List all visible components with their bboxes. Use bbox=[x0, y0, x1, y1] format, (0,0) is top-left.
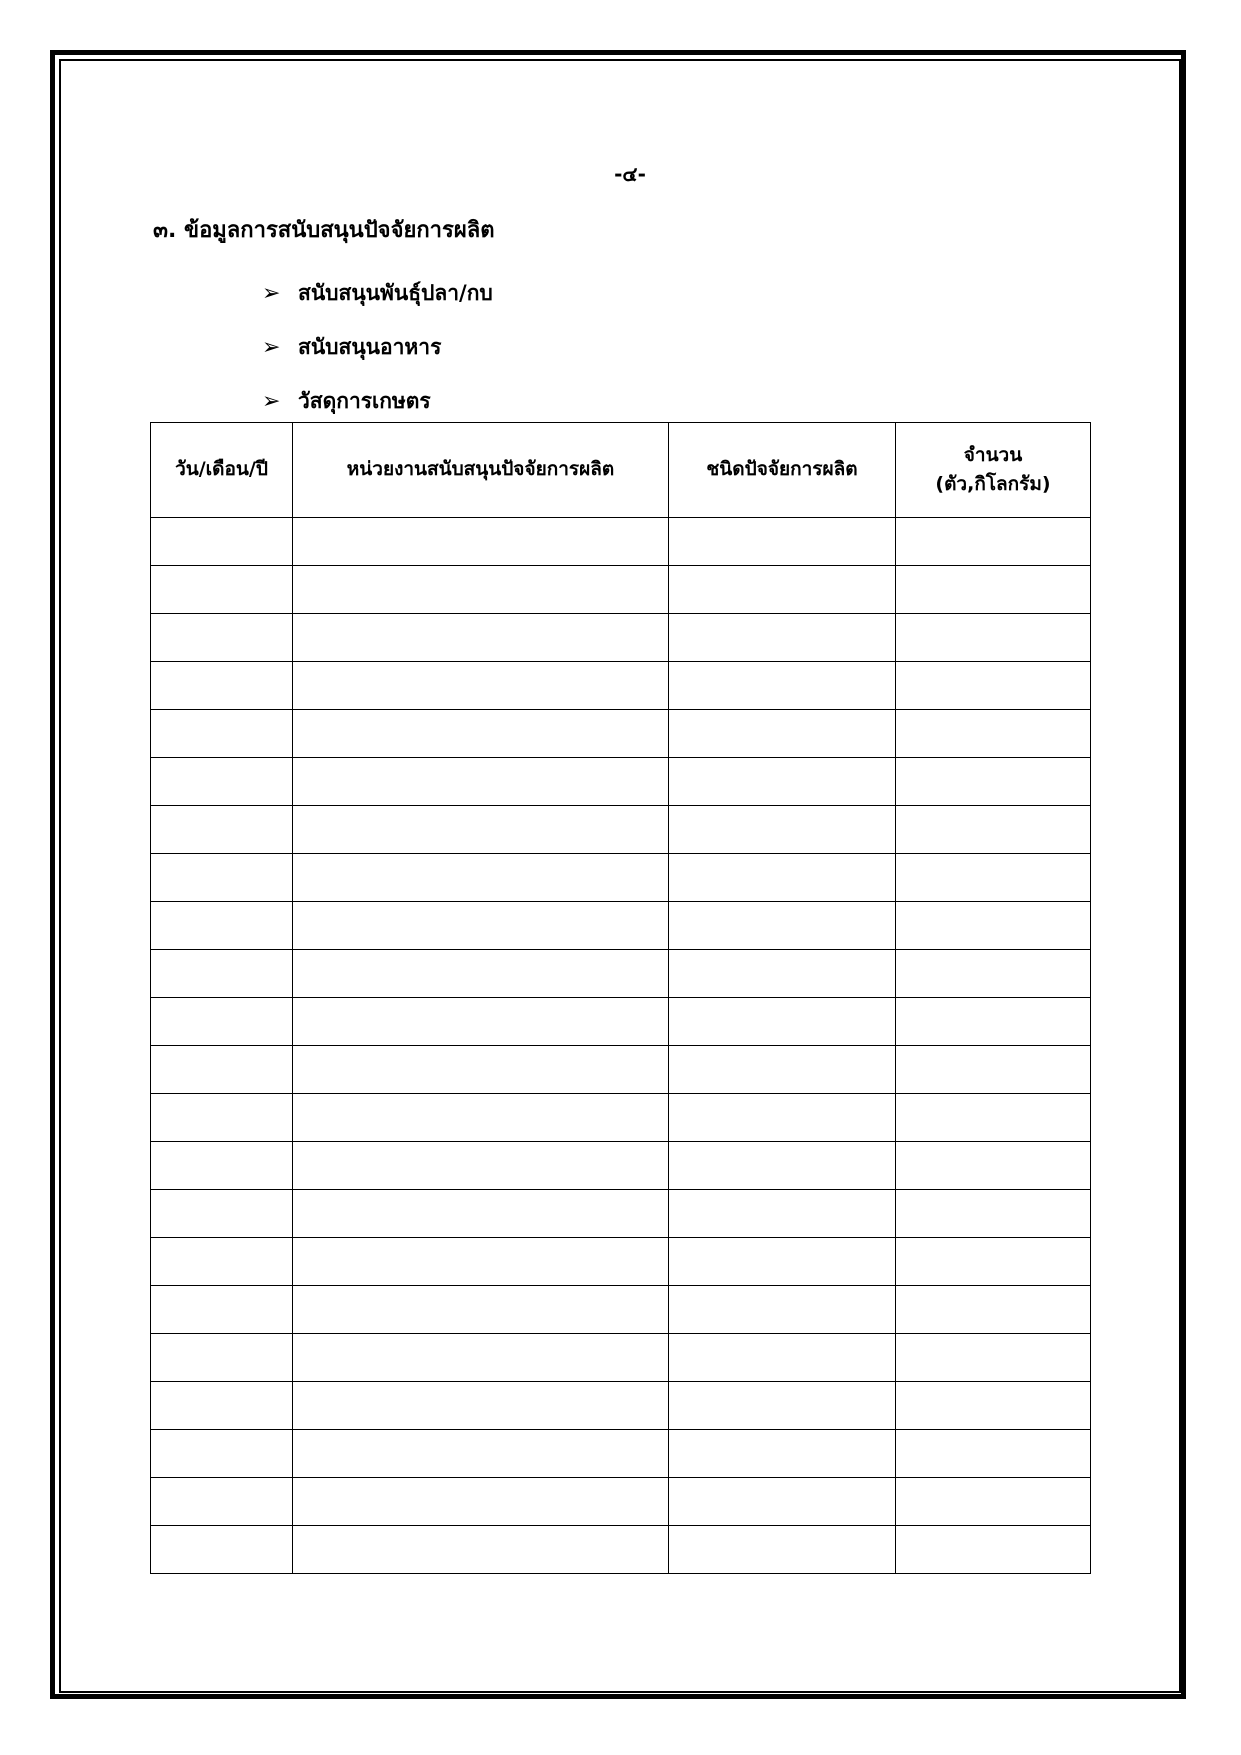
cell-agency[interactable] bbox=[293, 1142, 669, 1190]
cell-date[interactable] bbox=[151, 1334, 293, 1382]
cell-date[interactable] bbox=[151, 518, 293, 566]
cell-agency[interactable] bbox=[293, 902, 669, 950]
cell-date[interactable] bbox=[151, 1478, 293, 1526]
cell-date[interactable] bbox=[151, 998, 293, 1046]
table-row bbox=[151, 1430, 1091, 1478]
cell-date[interactable] bbox=[151, 950, 293, 998]
cell-quantity[interactable] bbox=[896, 998, 1091, 1046]
cell-date[interactable] bbox=[151, 1238, 293, 1286]
cell-date[interactable] bbox=[151, 1286, 293, 1334]
cell-quantity[interactable] bbox=[896, 1286, 1091, 1334]
cell-input-type[interactable] bbox=[669, 1526, 896, 1574]
cell-agency[interactable] bbox=[293, 566, 669, 614]
cell-quantity[interactable] bbox=[896, 758, 1091, 806]
cell-quantity[interactable] bbox=[896, 710, 1091, 758]
cell-input-type[interactable] bbox=[669, 1190, 896, 1238]
cell-agency[interactable] bbox=[293, 662, 669, 710]
cell-input-type[interactable] bbox=[669, 1094, 896, 1142]
cell-input-type[interactable] bbox=[669, 1478, 896, 1526]
cell-date[interactable] bbox=[151, 1526, 293, 1574]
support-data-table bbox=[150, 422, 1091, 1574]
cell-quantity[interactable] bbox=[896, 1238, 1091, 1286]
cell-quantity[interactable] bbox=[896, 1334, 1091, 1382]
arrow-bullet-icon: ➢ bbox=[262, 334, 281, 360]
table-row bbox=[151, 1190, 1091, 1238]
header-input-type-label: ชนิดปัจจัยการผลิต bbox=[706, 458, 858, 481]
cell-input-type[interactable] bbox=[669, 902, 896, 950]
cell-input-type[interactable] bbox=[669, 1286, 896, 1334]
cell-quantity[interactable] bbox=[896, 1526, 1091, 1574]
bullet-list bbox=[262, 266, 493, 428]
cell-agency[interactable] bbox=[293, 710, 669, 758]
cell-date[interactable] bbox=[151, 1190, 293, 1238]
cell-input-type[interactable] bbox=[669, 566, 896, 614]
cell-input-type[interactable] bbox=[669, 518, 896, 566]
header-date bbox=[151, 423, 293, 518]
cell-agency[interactable] bbox=[293, 758, 669, 806]
table-row bbox=[151, 950, 1091, 998]
table-row bbox=[151, 1334, 1091, 1382]
cell-quantity[interactable] bbox=[896, 854, 1091, 902]
cell-quantity[interactable] bbox=[896, 1382, 1091, 1430]
cell-quantity[interactable] bbox=[896, 1430, 1091, 1478]
header-quantity-label: จำนวน bbox=[963, 443, 1023, 466]
bullet-label: สนับสนุนอาหาร bbox=[298, 334, 442, 359]
table-row bbox=[151, 518, 1091, 566]
cell-input-type[interactable] bbox=[669, 998, 896, 1046]
cell-quantity[interactable] bbox=[896, 1046, 1091, 1094]
cell-agency[interactable] bbox=[293, 1526, 669, 1574]
cell-input-type[interactable] bbox=[669, 614, 896, 662]
cell-quantity[interactable] bbox=[896, 1478, 1091, 1526]
cell-quantity[interactable] bbox=[896, 806, 1091, 854]
table-row bbox=[151, 710, 1091, 758]
header-agency bbox=[293, 423, 669, 518]
cell-agency[interactable] bbox=[293, 1238, 669, 1286]
cell-input-type[interactable] bbox=[669, 1238, 896, 1286]
cell-quantity[interactable] bbox=[896, 1142, 1091, 1190]
cell-date[interactable] bbox=[151, 1046, 293, 1094]
table-row bbox=[151, 1286, 1091, 1334]
arrow-bullet-icon: ➢ bbox=[262, 388, 281, 414]
cell-input-type[interactable] bbox=[669, 1382, 896, 1430]
table-row bbox=[151, 1526, 1091, 1574]
cell-quantity[interactable] bbox=[896, 614, 1091, 662]
cell-agency[interactable] bbox=[293, 614, 669, 662]
cell-quantity[interactable] bbox=[896, 662, 1091, 710]
cell-quantity[interactable] bbox=[896, 1190, 1091, 1238]
table-row bbox=[151, 1382, 1091, 1430]
table-row bbox=[151, 998, 1091, 1046]
cell-agency[interactable] bbox=[293, 1190, 669, 1238]
cell-agency[interactable] bbox=[293, 1430, 669, 1478]
cell-agency[interactable] bbox=[293, 950, 669, 998]
table-row bbox=[151, 1238, 1091, 1286]
cell-agency[interactable] bbox=[293, 1334, 669, 1382]
cell-date[interactable] bbox=[151, 614, 293, 662]
table-header-row bbox=[151, 423, 1091, 518]
cell-input-type[interactable] bbox=[669, 758, 896, 806]
table-row bbox=[151, 1478, 1091, 1526]
cell-quantity[interactable] bbox=[896, 950, 1091, 998]
cell-input-type[interactable] bbox=[669, 1334, 896, 1382]
cell-quantity[interactable] bbox=[896, 566, 1091, 614]
cell-date[interactable] bbox=[151, 566, 293, 614]
table-body bbox=[151, 518, 1091, 1574]
bullet-item-fish-frog bbox=[262, 266, 493, 320]
cell-agency[interactable] bbox=[293, 1046, 669, 1094]
table-row bbox=[151, 758, 1091, 806]
cell-input-type[interactable] bbox=[669, 950, 896, 998]
header-agency-label: หน่วยงานสนับสนุนปัจจัยการผลิต bbox=[346, 458, 615, 481]
cell-date[interactable] bbox=[151, 1382, 293, 1430]
cell-input-type[interactable] bbox=[669, 806, 896, 854]
cell-date[interactable] bbox=[151, 1430, 293, 1478]
cell-quantity[interactable] bbox=[896, 518, 1091, 566]
header-quantity-unit: (ตัว,กิโลกรัม) bbox=[935, 473, 1051, 495]
cell-date[interactable] bbox=[151, 902, 293, 950]
cell-input-type[interactable] bbox=[669, 1430, 896, 1478]
cell-agency[interactable] bbox=[293, 806, 669, 854]
cell-quantity[interactable] bbox=[896, 1094, 1091, 1142]
bullet-label: สนับสนุนพันธุ์ปลา/กบ bbox=[298, 280, 493, 305]
cell-input-type[interactable] bbox=[669, 710, 896, 758]
header-quantity bbox=[896, 423, 1091, 518]
bullet-label: วัสดุการเกษตร bbox=[298, 388, 431, 413]
cell-agency[interactable] bbox=[293, 1286, 669, 1334]
cell-agency[interactable] bbox=[293, 998, 669, 1046]
table-row bbox=[151, 1094, 1091, 1142]
cell-date[interactable] bbox=[151, 710, 293, 758]
cell-date[interactable] bbox=[151, 1094, 293, 1142]
cell-agency[interactable] bbox=[293, 1478, 669, 1526]
cell-agency[interactable] bbox=[293, 518, 669, 566]
cell-agency[interactable] bbox=[293, 854, 669, 902]
cell-agency[interactable] bbox=[293, 1382, 669, 1430]
table-row bbox=[151, 902, 1091, 950]
cell-date[interactable] bbox=[151, 806, 293, 854]
cell-input-type[interactable] bbox=[669, 1046, 896, 1094]
cell-date[interactable] bbox=[151, 854, 293, 902]
table-row bbox=[151, 614, 1091, 662]
cell-input-type[interactable] bbox=[669, 1142, 896, 1190]
cell-input-type[interactable] bbox=[669, 854, 896, 902]
table-row bbox=[151, 1142, 1091, 1190]
table-row bbox=[151, 662, 1091, 710]
cell-agency[interactable] bbox=[293, 1094, 669, 1142]
table-row bbox=[151, 806, 1091, 854]
cell-input-type[interactable] bbox=[669, 662, 896, 710]
section-title: ๓. ข้อมูลการสนับสนุนปัจจัยการผลิต bbox=[153, 218, 495, 243]
table-row bbox=[151, 1046, 1091, 1094]
header-input-type bbox=[669, 423, 896, 518]
cell-date[interactable] bbox=[151, 1142, 293, 1190]
page-number: -๔- bbox=[614, 162, 646, 186]
cell-quantity[interactable] bbox=[896, 902, 1091, 950]
header-date-label: วัน/เดือน/ปี bbox=[175, 458, 268, 481]
bullet-item-feed bbox=[262, 320, 493, 374]
table-row bbox=[151, 566, 1091, 614]
table-row bbox=[151, 854, 1091, 902]
cell-date[interactable] bbox=[151, 662, 293, 710]
cell-date[interactable] bbox=[151, 758, 293, 806]
bullet-item-materials bbox=[262, 374, 493, 428]
arrow-bullet-icon: ➢ bbox=[262, 280, 281, 306]
